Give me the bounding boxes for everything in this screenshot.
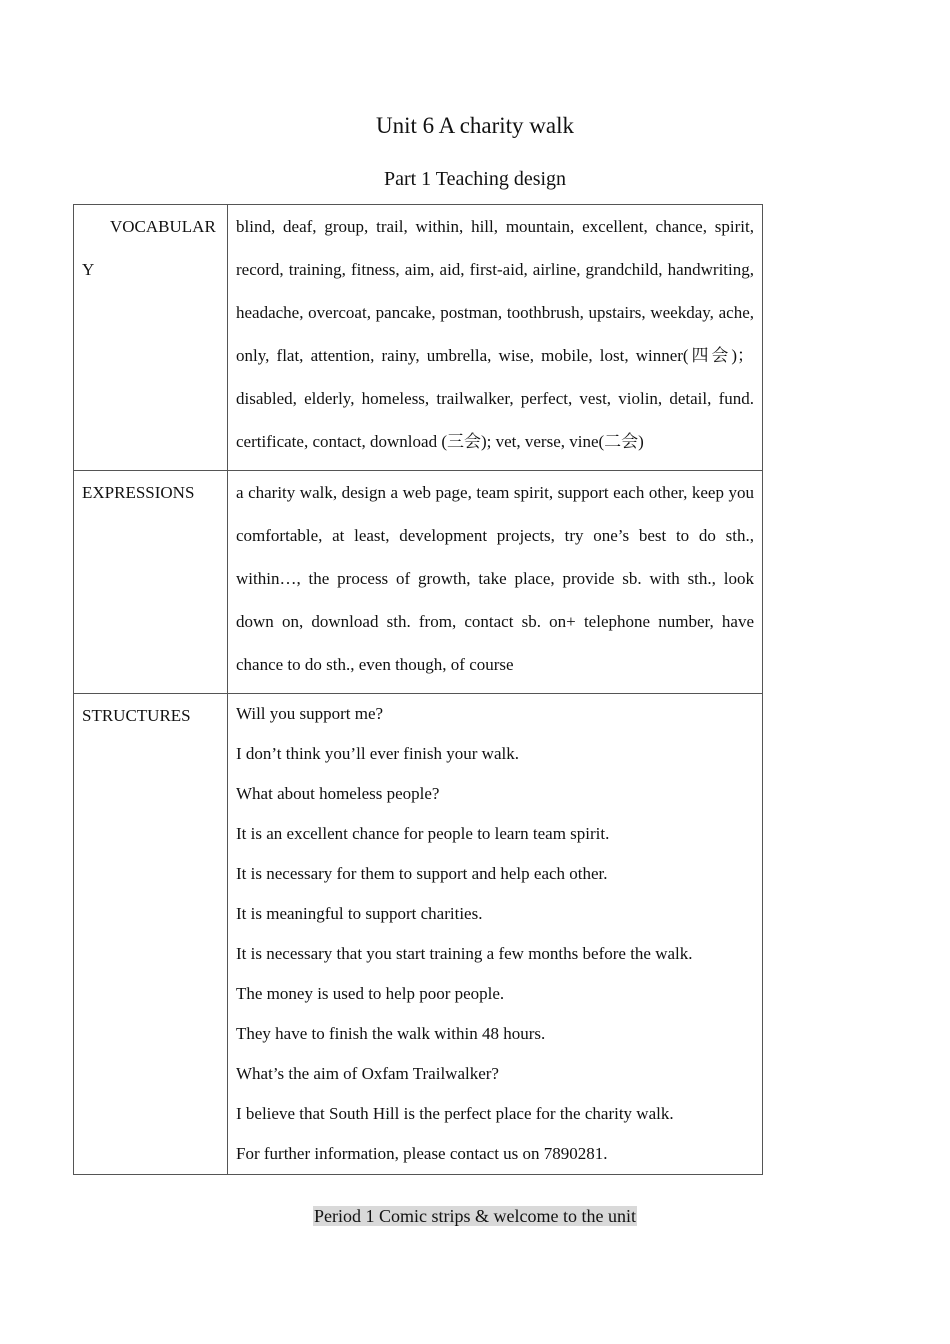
structure-sentence: What’s the aim of Oxfam Trailwalker? — [236, 1064, 499, 1083]
structure-sentence: It is necessary that you start training a few months before the walk. — [236, 944, 693, 963]
vocabulary-label: VOCABULARY — [74, 205, 228, 471]
structure-sentence: For further information, please contact us on 7890281. — [236, 1144, 608, 1163]
period-heading-text: Period 1 Comic strips & welcome to the unit — [314, 1206, 636, 1226]
expressions-content: a charity walk, design a web page, team spirit, support each other, keep you comfortable, at least, development projects, try one’s best to do sth., within…, the process of growth, take place, provide sb. with sth., look down on, download sth. from, contact sb. on+ telephone number, have chance to do sth., even though, of course — [228, 471, 763, 694]
table-row-vocabulary — [74, 205, 763, 471]
structure-sentence: It is necessary for them to support and help each other. — [236, 864, 608, 883]
document-title: Unit 6 A charity walk — [375, 113, 575, 138]
structure-sentence: I believe that South Hill is the perfect place for the charity walk. — [236, 1104, 674, 1123]
vocabulary-content: blind, deaf, group, trail, within, hill, mountain, excellent, chance, spirit, record, training, fitness, aim, aid, first-aid, airline, grandchild, handwriting, headache, overcoat, pancake, postman, toothbrush, upstairs, weekday, ache, only, flat, attention, rainy, umbrella, wise, mobile, lost, winner(四会)；disabled, elderly, homeless, trailwalker, perfect, vest, violin, detail, fund. certificate, contact, download (三会); vet, verse, vine(二会) — [228, 205, 763, 471]
table-row-expressions — [74, 471, 763, 694]
structure-sentence: I don’t think you’ll ever finish your walk. — [236, 744, 519, 763]
structure-sentence: It is meaningful to support charities. — [236, 904, 483, 923]
teaching-design-table — [73, 204, 763, 1175]
structures-label: STRUCTURES — [74, 694, 228, 1175]
structure-sentence: The money is used to help poor people. — [236, 984, 505, 1003]
expressions-label: EXPRESSIONS — [74, 471, 228, 694]
document-subtitle: Part 1 Teaching design — [383, 168, 567, 190]
structure-sentence: What about homeless people? — [236, 784, 440, 803]
table-row-structures — [74, 694, 763, 1175]
period-heading — [0, 1205, 950, 1228]
structures-content — [228, 694, 763, 1175]
structure-sentence: They have to finish the walk within 48 hours. — [236, 1024, 546, 1043]
structure-sentence: It is an excellent chance for people to learn team spirit. — [236, 824, 610, 843]
structure-sentence: Will you support me? — [236, 704, 384, 723]
